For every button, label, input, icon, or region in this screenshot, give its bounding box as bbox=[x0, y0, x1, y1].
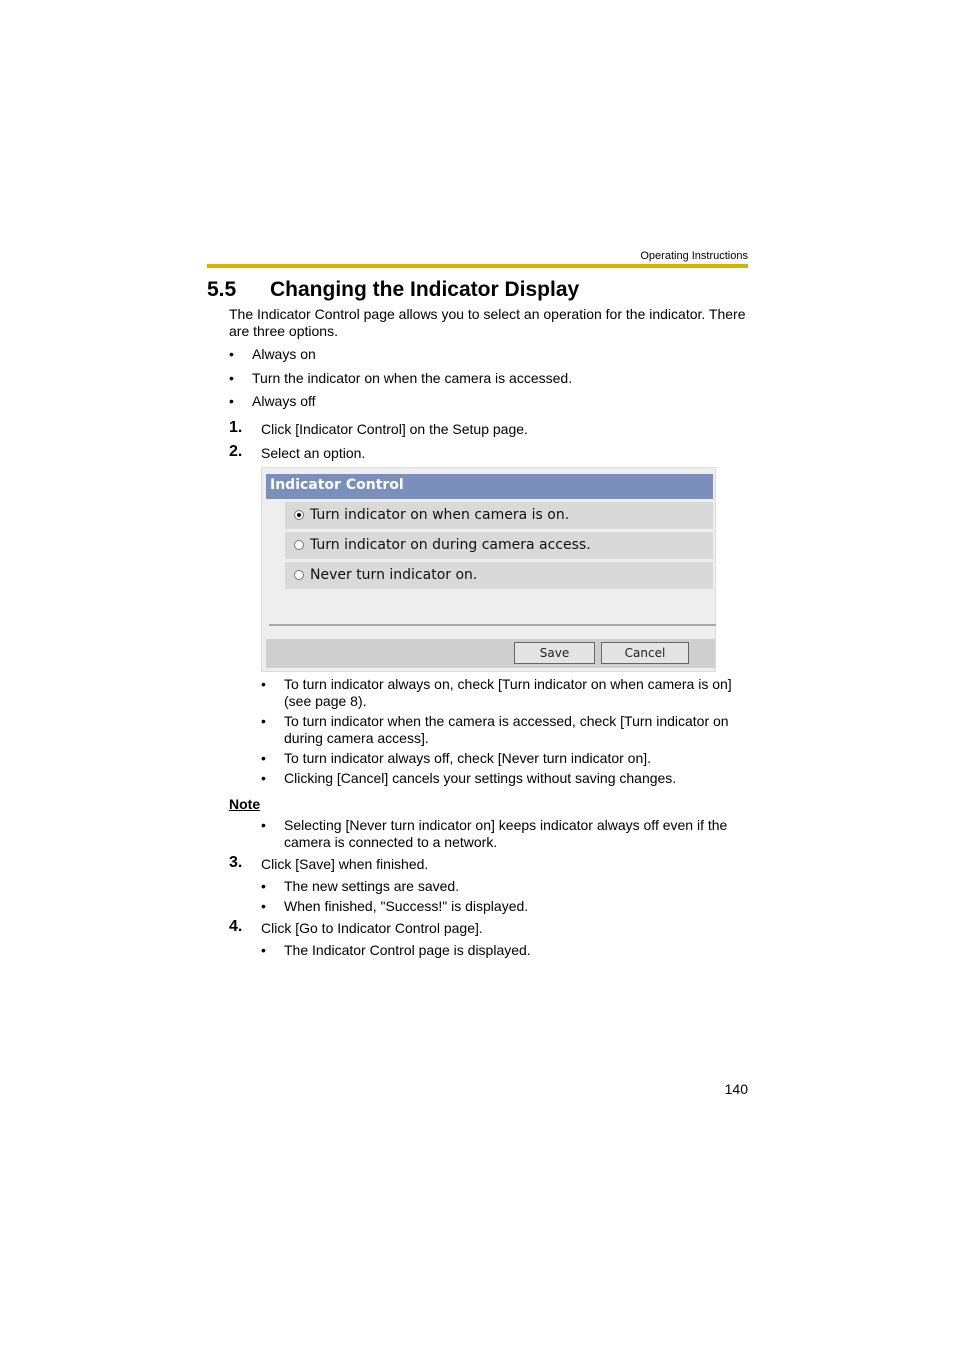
instruction-line: Clicking [Cancel] cancels your settings without saving changes. bbox=[284, 770, 677, 786]
running-header: Operating Instructions bbox=[640, 250, 748, 262]
bullet: • bbox=[229, 370, 234, 386]
instruction-line: To turn indicator always on, check [Turn indicator on when camera is on] bbox=[284, 676, 732, 692]
radio-label: Turn indicator on when camera is on. bbox=[310, 507, 570, 523]
option-item: Turn the indicator on when the camera is accessed. bbox=[252, 370, 573, 386]
bullet: • bbox=[261, 878, 266, 894]
instruction-line: To turn indicator always off, check [Never turn indicator on]. bbox=[284, 750, 652, 766]
option-item: Always off bbox=[252, 393, 316, 409]
radio-selected-icon[interactable] bbox=[294, 510, 304, 520]
radio-option-never[interactable] bbox=[285, 562, 713, 589]
header-rule bbox=[207, 264, 748, 268]
radio-icon[interactable] bbox=[294, 540, 304, 550]
intro-line-1: The Indicator Control page allows you to select an operation for the indicator. There bbox=[229, 306, 746, 322]
bullet: • bbox=[261, 898, 266, 914]
note-label: Note bbox=[229, 796, 261, 812]
radio-option-access[interactable] bbox=[285, 532, 713, 559]
page-number: 140 bbox=[724, 1081, 748, 1097]
intro-line-2: are three options. bbox=[229, 323, 338, 339]
panel-title: Indicator Control bbox=[270, 477, 404, 493]
bullet: • bbox=[229, 393, 234, 409]
bullet: • bbox=[261, 713, 266, 729]
step-number: 4. bbox=[229, 918, 243, 935]
save-button[interactable]: Save bbox=[514, 642, 595, 664]
section-number: 5.5 bbox=[207, 278, 237, 301]
radio-label: Turn indicator on during camera access. bbox=[310, 537, 591, 553]
radio-option-on[interactable] bbox=[285, 502, 713, 529]
step-text: Click [Indicator Control] on the Setup page. bbox=[261, 421, 528, 437]
option-item: Always on bbox=[252, 346, 316, 362]
bullet: • bbox=[261, 770, 266, 786]
radio-icon[interactable] bbox=[294, 570, 304, 580]
sub-bullet: The new settings are saved. bbox=[284, 878, 460, 894]
step-number: 1. bbox=[229, 419, 243, 436]
step-number: 2. bbox=[229, 443, 243, 460]
instruction-line: To turn indicator when the camera is accessed, check [Turn indicator on bbox=[284, 713, 729, 729]
sub-bullet: When finished, "Success!" is displayed. bbox=[284, 898, 529, 914]
cancel-button[interactable]: Cancel bbox=[601, 642, 689, 664]
bullet: • bbox=[261, 750, 266, 766]
bullet: • bbox=[261, 817, 266, 833]
step-number: 3. bbox=[229, 854, 243, 871]
panel-divider bbox=[269, 624, 716, 626]
sub-bullet: The Indicator Control page is displayed. bbox=[284, 942, 531, 958]
note-line: Selecting [Never turn indicator on] keeps indicator always off even if the bbox=[284, 817, 728, 833]
section-title: Changing the Indicator Display bbox=[270, 278, 580, 301]
step-text: Click [Go to Indicator Control page]. bbox=[261, 920, 483, 936]
radio-label: Never turn indicator on. bbox=[310, 567, 478, 583]
note-line: camera is connected to a network. bbox=[284, 834, 498, 850]
instruction-line: (see page 8). bbox=[284, 693, 367, 709]
step-text: Select an option. bbox=[261, 445, 366, 461]
instruction-line: during camera access]. bbox=[284, 730, 429, 746]
panel-header bbox=[266, 474, 713, 499]
bullet: • bbox=[261, 676, 266, 692]
step-text: Click [Save] when finished. bbox=[261, 856, 429, 872]
bullet: • bbox=[229, 346, 234, 362]
bullet: • bbox=[261, 942, 266, 958]
